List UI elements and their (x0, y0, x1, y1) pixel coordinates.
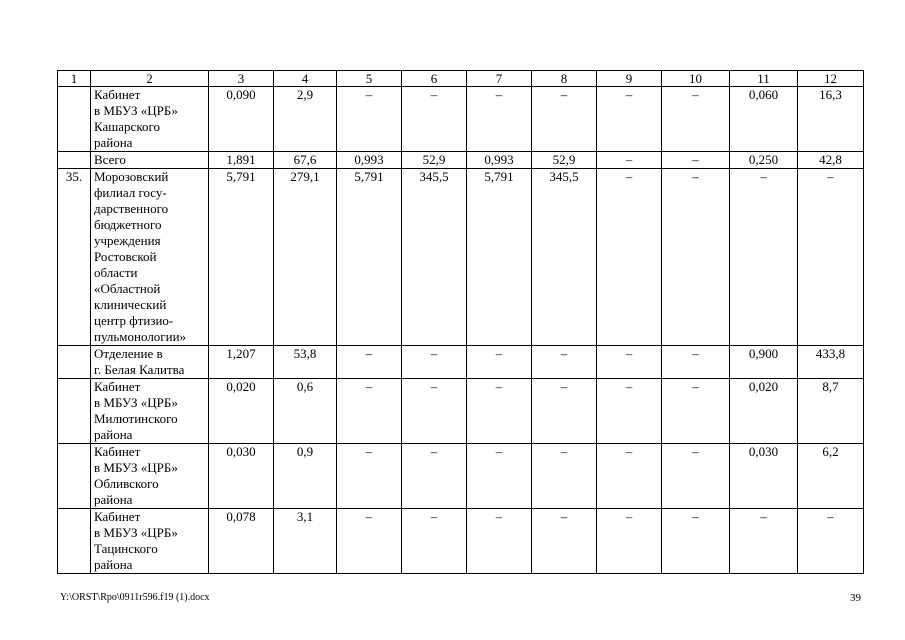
value-cell: – (662, 152, 730, 169)
value-cell: – (402, 379, 467, 444)
value-cell: – (597, 444, 662, 509)
value-cell: 5,791 (337, 169, 402, 346)
row-number (58, 87, 91, 152)
value-cell: 0,6 (274, 379, 337, 444)
value-cell: 0,993 (467, 152, 532, 169)
value-cell: – (337, 509, 402, 574)
value-cell: – (597, 152, 662, 169)
value-cell: – (662, 169, 730, 346)
value-cell: – (467, 87, 532, 152)
value-cell: 0,078 (209, 509, 274, 574)
value-cell: – (730, 509, 798, 574)
value-cell: – (337, 87, 402, 152)
header-cell: 11 (730, 71, 798, 87)
value-cell: – (402, 346, 467, 379)
data-table (57, 70, 864, 574)
header-cell: 8 (532, 71, 597, 87)
value-cell: 0,250 (730, 152, 798, 169)
header-row (58, 71, 864, 87)
value-cell: – (402, 444, 467, 509)
row-number: 35. (58, 169, 91, 346)
value-cell: – (337, 444, 402, 509)
value-cell: 6,2 (798, 444, 864, 509)
header-cell: 6 (402, 71, 467, 87)
table-row (58, 509, 864, 574)
value-cell: – (467, 346, 532, 379)
value-cell: – (402, 87, 467, 152)
table-row (58, 152, 864, 169)
value-cell: – (532, 379, 597, 444)
header-cell: 10 (662, 71, 730, 87)
value-cell: – (597, 346, 662, 379)
value-cell: – (798, 169, 864, 346)
value-cell: 67,6 (274, 152, 337, 169)
value-cell: 52,9 (402, 152, 467, 169)
value-cell: – (597, 169, 662, 346)
value-cell: – (798, 509, 864, 574)
header-cell: 4 (274, 71, 337, 87)
value-cell: – (337, 346, 402, 379)
value-cell: 0,993 (337, 152, 402, 169)
page-number: 39 (850, 592, 861, 604)
table-row (58, 169, 864, 346)
value-cell: 0,030 (730, 444, 798, 509)
value-cell: – (597, 509, 662, 574)
row-name: Кабинет в МБУЗ «ЦРБ» Тацинского района (91, 509, 209, 574)
value-cell: 53,8 (274, 346, 337, 379)
value-cell: 2,9 (274, 87, 337, 152)
value-cell: 0,020 (209, 379, 274, 444)
value-cell: 0,9 (274, 444, 337, 509)
header-cell: 3 (209, 71, 274, 87)
value-cell: 433,8 (798, 346, 864, 379)
row-name: Кабинет в МБУЗ «ЦРБ» Кашарского района (91, 87, 209, 152)
table-row (58, 346, 864, 379)
header-cell: 2 (91, 71, 209, 87)
value-cell: 16,3 (798, 87, 864, 152)
row-number (58, 346, 91, 379)
value-cell: – (467, 379, 532, 444)
value-cell: – (662, 346, 730, 379)
value-cell: 1,207 (209, 346, 274, 379)
value-cell: 279,1 (274, 169, 337, 346)
value-cell: – (467, 509, 532, 574)
row-name: Кабинет в МБУЗ «ЦРБ» Милютинского района (91, 379, 209, 444)
value-cell: 0,900 (730, 346, 798, 379)
row-number (58, 509, 91, 574)
header-cell: 9 (597, 71, 662, 87)
value-cell: 8,7 (798, 379, 864, 444)
value-cell: – (532, 346, 597, 379)
table-row (58, 379, 864, 444)
row-number (58, 379, 91, 444)
header-cell: 1 (58, 71, 91, 87)
value-cell: 5,791 (209, 169, 274, 346)
table-row (58, 87, 864, 152)
value-cell: 42,8 (798, 152, 864, 169)
value-cell: – (402, 509, 467, 574)
value-cell: 3,1 (274, 509, 337, 574)
value-cell: – (662, 379, 730, 444)
header-cell: 5 (337, 71, 402, 87)
value-cell: – (662, 87, 730, 152)
value-cell: 5,791 (467, 169, 532, 346)
value-cell: 0,090 (209, 87, 274, 152)
row-name: Морозовский филиал госу- дарственного бюджетного учреждения Ростовской области «Областной клинический центр фтизио- пульмонологии» (91, 169, 209, 346)
header-cell: 12 (798, 71, 864, 87)
value-cell: – (467, 444, 532, 509)
value-cell: 345,5 (532, 169, 597, 346)
row-name: Отделение в г. Белая Калитва (91, 346, 209, 379)
value-cell: – (662, 444, 730, 509)
file-path: Y:\ORST\Rpo\0911r596.f19 (1).docx (60, 592, 210, 603)
value-cell: – (337, 379, 402, 444)
row-name: Кабинет в МБУЗ «ЦРБ» Обливского района (91, 444, 209, 509)
value-cell: – (730, 169, 798, 346)
value-cell: – (532, 87, 597, 152)
value-cell: 0,020 (730, 379, 798, 444)
value-cell: 0,060 (730, 87, 798, 152)
value-cell: 1,891 (209, 152, 274, 169)
value-cell: 0,030 (209, 444, 274, 509)
value-cell: – (662, 509, 730, 574)
value-cell: 345,5 (402, 169, 467, 346)
row-number (58, 444, 91, 509)
value-cell: – (532, 444, 597, 509)
value-cell: – (597, 87, 662, 152)
row-number (58, 152, 91, 169)
table-row (58, 444, 864, 509)
value-cell: 52,9 (532, 152, 597, 169)
value-cell: – (532, 509, 597, 574)
value-cell: – (597, 379, 662, 444)
row-name: Всего (91, 152, 209, 169)
header-cell: 7 (467, 71, 532, 87)
